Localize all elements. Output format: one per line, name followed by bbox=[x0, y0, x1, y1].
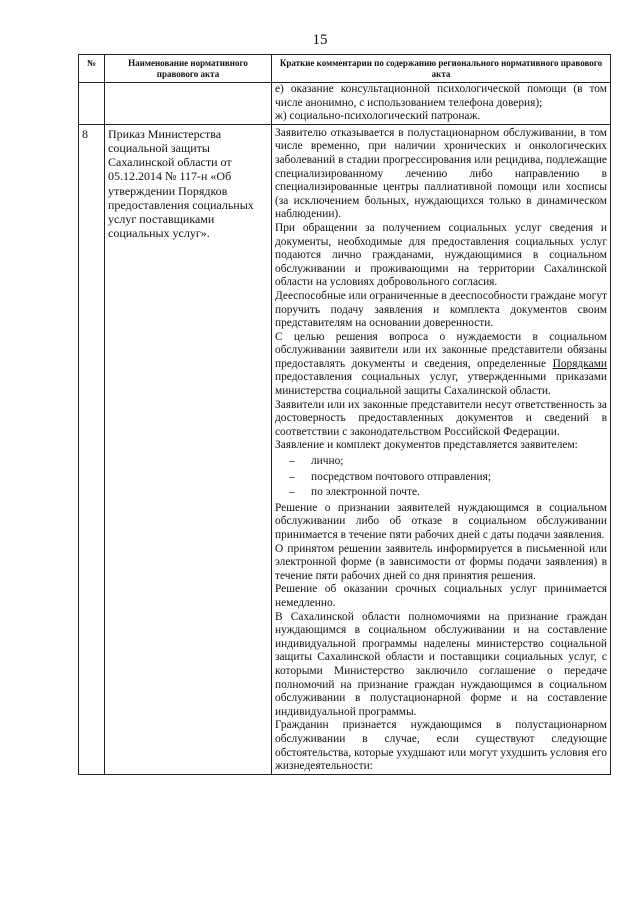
header-number: № bbox=[79, 55, 105, 83]
cell-act bbox=[105, 83, 272, 125]
paragraph: О принятом решении заявитель информируется в письменной или электронной форме (в зависимости от формы подачи заявления) в течение пяти рабочих дней со дня принятия решения. bbox=[275, 542, 607, 582]
cell-number: 8 bbox=[79, 124, 105, 774]
orders-link[interactable]: Порядками bbox=[552, 357, 607, 370]
paragraph: Заявители или их законные представители несут ответственность за достоверность предоставленных документов и сведений в соответствии с законодательством Российской Федерации. bbox=[275, 398, 607, 438]
table-row bbox=[79, 83, 611, 125]
cell-act: Приказ Министерства социальной защиты Сахалинской области от 05.12.2014 № 117-н «Об утверждении Порядков предоставления социальных услуг поставщиками социальных услуг». bbox=[105, 124, 272, 774]
page-number: 15 bbox=[312, 32, 328, 48]
paragraph: Решение о признании заявителей нуждающимся в социальном обслуживании либо об отказе в социальном обслуживании принимается в течение пяти рабочих дней с даты подачи заявления. bbox=[275, 501, 607, 541]
paragraph: Заявление и комплект документов представляется заявителем: bbox=[275, 439, 578, 452]
paragraph-text: предоставления социальных услуг, утвержденными приказами министерства социальной защиты Сахалинской области. bbox=[275, 371, 607, 398]
header-act-name: Наименование нормативного правового акта bbox=[105, 55, 272, 83]
list-item: – посредством почтового отправления; bbox=[289, 470, 492, 483]
header-comments: Краткие комментарии по содержанию регионального нормативного правового акта bbox=[272, 55, 611, 83]
paragraph: Дееспособные или ограниченные в дееспособности граждане могут поручить подачу заявления и комплекта документов своим представителям на основании доверенности. bbox=[275, 289, 607, 330]
paragraph: Гражданин признается нуждающимся в полустационарном обслуживании в случае, если существуют следующие обстоятельства, которые ухудшают или могут ухудшить условия его жизнедеятельности: bbox=[275, 719, 607, 773]
table-row bbox=[79, 124, 611, 774]
table-header-row bbox=[79, 55, 611, 83]
cell-number bbox=[79, 83, 105, 125]
paragraph: В Сахалинской области полномочиями на признание граждан нуждающимся в социальном обслуживании и на составление индивидуальной программы наделены министерство социальной защиты Сахалинской области и поставщики социальных услуг, с которыми Министерство заключило соглашение о передаче полномочий на признание граждан нуждающимся в социальном обслуживании в полустационарной форме и на составление индивидуальной программы. bbox=[275, 610, 607, 718]
regulations-table bbox=[78, 54, 611, 775]
paragraph bbox=[275, 331, 607, 399]
cell-comment bbox=[272, 83, 611, 125]
paragraph: Заявителю отказывается в полустационарном обслуживании, в том числе временно, при наличии хронических и онкологических заболеваний в стадии прогрессирования или рецидива, подлежащие специализированному лечению либо направлению в специализированные центры паллиативной помощи или хосписы (за исключением больных, нуждающихся только в динамическом наблюдении). bbox=[275, 126, 607, 221]
list-item: е) оказание консультационной психологической помощи (в том числе анонимно, с использованием телефона доверия); bbox=[275, 83, 607, 109]
list-item: ж) социально-психологический патронаж. bbox=[275, 110, 481, 123]
list-item: – лично; bbox=[289, 455, 344, 468]
cell-comment bbox=[272, 124, 611, 774]
list-item: – по электронной почте. bbox=[289, 486, 420, 499]
paragraph: Решение об оказании срочных социальных услуг принимается немедленно. bbox=[275, 583, 607, 609]
paragraph-text: С целью решения вопроса о нуждаемости в социальном обслуживании заявители или их законные представители обязаны предоставлять документы и сведения, определенные bbox=[275, 330, 607, 370]
paragraph: При обращении за получением социальных услуг сведения и документы, необходимые для предоставления социальных услуг подаются лично гражданами, нуждающимися в социальном обслуживании и проживающими на территории Сахалинской области на условиях добровольного согласия. bbox=[275, 221, 607, 289]
